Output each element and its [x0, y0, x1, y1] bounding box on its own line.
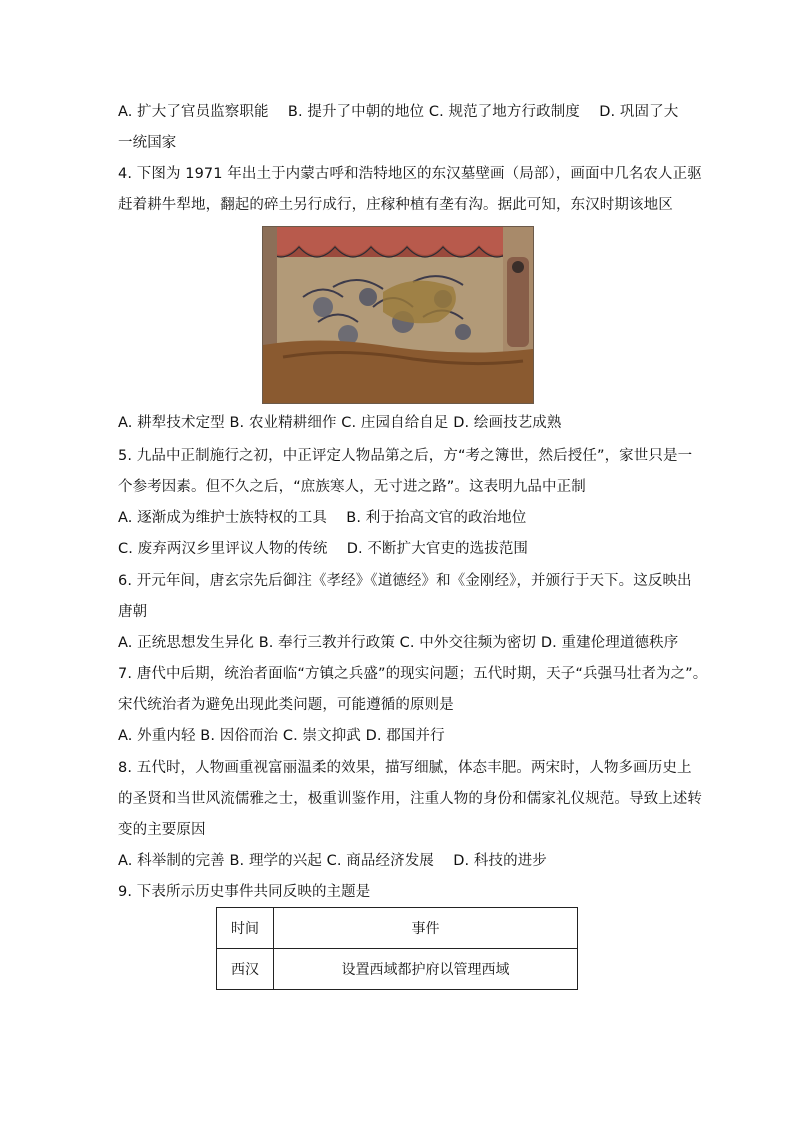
q5-stem-line-1: 5. 九品中正制施行之初，中正评定人物品第之后，方“考之簿世，然后授任”，家世只是一 — [118, 448, 693, 464]
table-header-cell-time: 时间 — [217, 908, 274, 949]
q4-stem-line-2: 赶着耕牛犁地，翻起的碎土另行成行，庄稼种植有垄有沟。据此可知，东汉时期该地区 — [118, 197, 673, 213]
q7-stem-line-2: 宋代统治者为避免出现此类问题，可能遵循的原则是 — [118, 697, 454, 713]
q5-stem-line-2: 个参考因素。但不久之后，“庶族寒人，无寸进之路”。这表明九品中正制 — [118, 479, 586, 495]
q7-stem-line-1: 7. 唐代中后期，统治者面临“方镇之兵盛”的现实问题；五代时期，天子“兵强马壮者为之”。 — [118, 666, 708, 682]
q8-stem-line-2: 的圣贤和当世风流儒雅之士，极重训鉴作用，注重人物的身份和儒家礼仪规范。导致上述转 — [118, 791, 702, 807]
q7-options-line: A. 外重内轻 B. 因俗而治 C. 崇文抑武 D. 郡国并行 — [118, 728, 445, 744]
table-cell-time: 西汉 — [217, 949, 274, 990]
q8-options-line: A. 科举制的完善 B. 理学的兴起 C. 商品经济发展 D. 科技的进步 — [118, 853, 547, 869]
q5-options-line-2: C. 废弃两汉乡里评议人物的传统 D. 不断扩大官吏的选拔范围 — [118, 541, 529, 557]
q4-options-line: A. 耕犁技术定型 B. 农业精耕细作 C. 庄园自给自足 D. 绘画技艺成熟 — [118, 415, 562, 431]
q6-stem-line-1: 6. 开元年间，唐玄宗先后御注《孝经》《道德经》和《金刚经》，并颁行于天下。这反映出 — [118, 573, 692, 589]
history-events-table — [216, 907, 578, 990]
table-header-row — [217, 908, 578, 949]
q9-stem-line: 9. 下表所示历史事件共同反映的主题是 — [118, 884, 371, 900]
q3-options-continuation: 一统国家 — [118, 135, 177, 151]
table-header-cell-event: 事件 — [274, 908, 578, 949]
han-tomb-mural-image — [262, 226, 534, 404]
table-cell-event: 设置西域都护府以管理西域 — [274, 949, 578, 990]
q4-stem-line-1: 4. 下图为 1971 年出土于内蒙古呼和浩特地区的东汉墓壁画（局部），画面中几名农人正驱 — [118, 166, 702, 182]
q8-stem-line-1: 8. 五代时，人物画重视富丽温柔的效果，描写细腻，体态丰肥。两宋时，人物多画历史上 — [118, 760, 692, 776]
q3-options-line: A. 扩大了官员监察职能 B. 提升了中朝的地位 C. 规范了地方行政制度 D. 巩固了大 — [118, 104, 679, 120]
q8-stem-line-3: 变的主要原因 — [118, 822, 206, 838]
table-row — [217, 949, 578, 990]
q6-stem-line-2: 唐朝 — [118, 604, 148, 620]
q6-options-line: A. 正统思想发生异化 B. 奉行三教并行政策 C. 中外交往频为密切 D. 重建伦理道德秩序 — [118, 635, 679, 651]
q5-options-line-1: A. 逐渐成为维护士族特权的工具 B. 利于抬高文官的政治地位 — [118, 510, 527, 526]
